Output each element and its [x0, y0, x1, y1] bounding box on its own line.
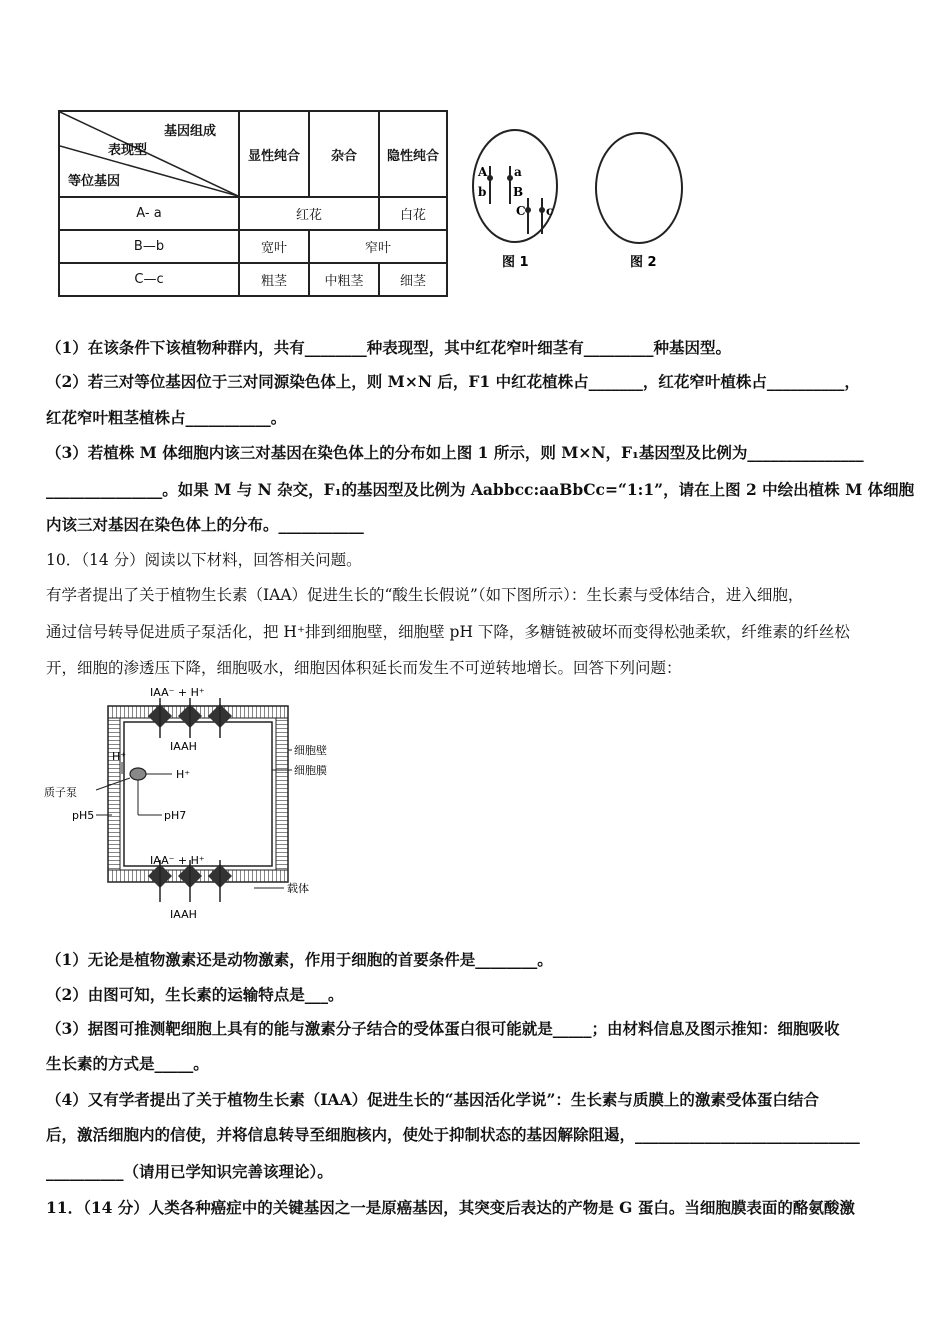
q9-part3-line3: 内该三对基因在染色体上的分布。___________	[46, 515, 364, 534]
ph-cell-label: pH7	[164, 809, 187, 822]
cell-membrane	[124, 722, 272, 866]
top-iaah-label: IAAH	[170, 740, 197, 753]
q10-part4-line2: 后，激活细胞内的信使，并将信息转导至细胞核内，使处于抑制状态的基因解除阻遏，_____________________________	[46, 1125, 860, 1144]
fig2-caption: 图 2	[630, 255, 657, 270]
corner-top-label: 基因组成	[164, 124, 217, 139]
allele-a-label: a	[514, 165, 522, 179]
gene-b-cell: B—b	[59, 230, 239, 263]
q11-text: 11．（14 分）人类各种癌症中的关键基因之一是原癌基因，其突变后表达的产物是 G 蛋白。当细胞膜表面的酪氨酸激	[46, 1198, 855, 1217]
q10-part3-line1: （3）据图可推测靶细胞上具有的能与激素分子结合的受体蛋白很可能就是_____；由材料信息及图示推知：细胞吸收	[46, 1019, 840, 1038]
bottom-iaa-label: IAA⁻ + H⁺	[150, 854, 205, 867]
acid-growth-diagram	[44, 684, 364, 924]
q9-part3-line2: _______________。如果 M 与 N 杂交，F₁的基因型及比例为 Aabbcc:aaBbCc=“1:1”，请在上图 2 中绘出植株 M 体细胞	[46, 480, 915, 499]
q10-part4-line3: __________（请用已学知识完善该理论）。	[46, 1162, 333, 1181]
bottom-iaah-label: IAAH	[170, 908, 197, 921]
q10-heading: 10．（14 分）阅读以下材料，回答相关问题。	[46, 551, 362, 569]
thin-stem-cell: 细茎	[379, 263, 447, 296]
q9-part2-line1: （2）若三对等位基因位于三对同源染色体上，则 M×N 后，F1 中红花植株占_______，红花窄叶植株占__________，	[46, 372, 860, 391]
gene-c-cell: C—c	[59, 263, 239, 296]
q10-material-line3: 开，细胞的渗透压下降，细胞吸水，细胞因体积延长而发生不可逆转地增长。回答下列问题：	[46, 659, 682, 677]
q10-part1: （1）无论是植物激素还是动物激素，作用于细胞的首要条件是________。	[46, 950, 553, 969]
table-corner-cell	[59, 111, 239, 197]
allele-b-label: b	[478, 185, 487, 199]
gene-a-cell: A- a	[59, 197, 239, 230]
q9-part2-line2: 红花窄叶粗茎植株占___________。	[46, 408, 287, 427]
white-flower-cell: 白花	[379, 197, 447, 230]
red-flower-cell: 红花	[239, 197, 379, 230]
q10-part4-line1: （4）又有学者提出了关于植物生长素（IAA）促进生长的“基因活化学说”：生长素与质膜上的激素受体蛋白结合	[46, 1090, 819, 1109]
cell-membrane-label: 细胞膜	[294, 764, 327, 777]
header-recessive: 隐性纯合	[379, 111, 447, 197]
q10-part2: （2）由图可知，生长素的运输特点是___。	[46, 985, 344, 1004]
medium-stem-cell: 中粗茎	[309, 263, 379, 296]
fig1-caption: 图 1	[502, 255, 529, 270]
fig2-cell	[596, 133, 682, 243]
cell-wall-label: 细胞壁	[294, 744, 327, 757]
proton-pump-shape	[130, 768, 146, 780]
q10-material-line1: 有学者提出了关于植物生长素（IAA）促进生长的“酸生长假说”（如下图所示）：生长素与受体结合，进入细胞，	[46, 586, 804, 604]
header-dominant: 显性纯合	[239, 111, 309, 197]
top-carriers	[148, 698, 232, 738]
corner-mid-label: 表现型	[108, 143, 148, 158]
q9-part1: （1）在该条件下该植物种群内，共有________种表现型，其中红花窄叶细茎有_________种基因型。	[46, 338, 732, 357]
carrier-label: 载体	[287, 882, 309, 895]
h-plus-cell-label: H⁺	[176, 768, 191, 781]
allele-B-label: B	[513, 185, 524, 199]
allele-A-label: A	[478, 165, 488, 179]
header-hetero: 杂合	[309, 111, 379, 197]
q11-heading	[46, 1198, 855, 1218]
proton-pump-label: 质子泵	[44, 786, 77, 799]
genotype-table	[58, 110, 448, 297]
ph-wall-label: pH5	[72, 809, 95, 822]
top-iaa-label: IAA⁻ + H⁺	[150, 686, 205, 699]
chromosome-figures	[468, 126, 698, 276]
thick-stem-cell: 粗茎	[239, 263, 309, 296]
wide-leaf-cell: 宽叶	[239, 230, 309, 263]
h-plus-wall-label: H⁺	[112, 750, 127, 763]
allele-C-label: C	[516, 204, 526, 218]
q10-part3-line2: 生长素的方式是_____。	[46, 1054, 209, 1073]
q10-material-line2: 通过信号转导促进质子泵活化，把 H⁺排到细胞壁，细胞壁 pH 下降，多糖链被破坏而变得松弛柔软，纤维素的纤丝松	[46, 623, 850, 641]
narrow-leaf-cell: 窄叶	[309, 230, 447, 263]
q9-part3-line1: （3）若植株 M 体细胞内该三对基因在染色体上的分布如上图 1 所示，则 M×N，F₁基因型及比例为_______________	[46, 443, 864, 462]
allele-c-label: c	[546, 204, 554, 218]
corner-bottom-label: 等位基因	[68, 174, 121, 189]
